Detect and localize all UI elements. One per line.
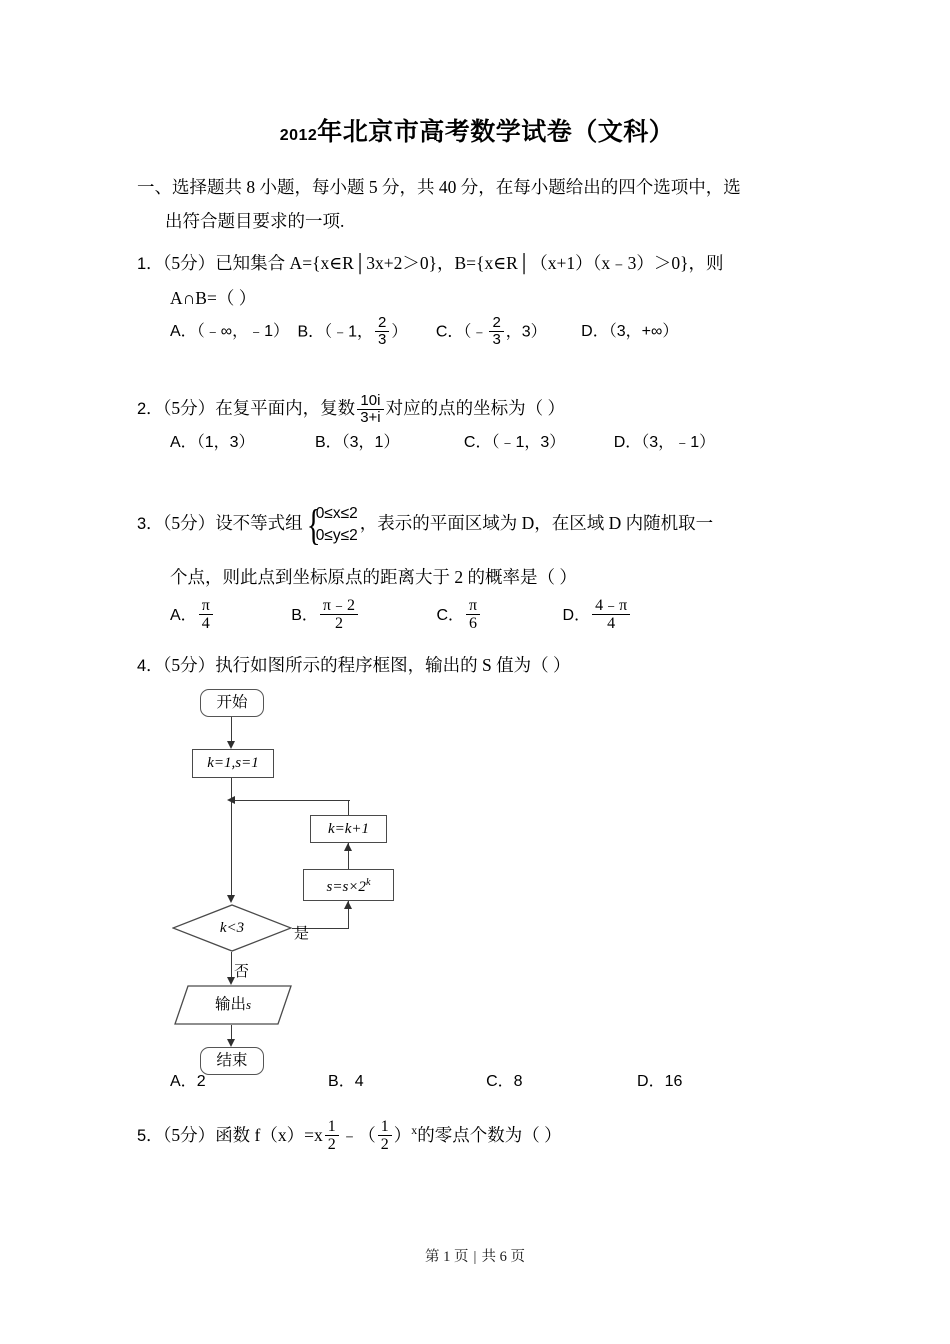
option-3-D-label: D．: [562, 606, 591, 624]
flowchart-yes-label: 是: [294, 925, 310, 942]
question-2-score: （5分）: [162, 398, 216, 419]
option-4-B[interactable]: [328, 1065, 364, 1099]
option-3-B-fraction: $\frac{\pi﹣2}{2}$: [320, 597, 358, 633]
option-3-C-label: C．: [436, 606, 465, 624]
section-instructions: [137, 170, 817, 238]
page-content: [137, 112, 817, 1153]
option-3-C-fraction: $\frac{\pi}{6}$: [466, 597, 480, 633]
question-4-stem-text: 执行如图所示的程序框图，输出的 S 值为（ ）: [215, 654, 571, 675]
question-1: [137, 246, 817, 349]
option-4-C-label: C．: [486, 1072, 514, 1090]
question-4-score: （5分）: [162, 654, 216, 675]
option-1-D-text: （3，+∞）: [608, 323, 679, 341]
flow-arrow-feedback: [227, 796, 235, 804]
question-5-stem: [137, 1113, 817, 1153]
page-footer: [0, 1245, 950, 1266]
option-2-B-text: （3，1）: [341, 434, 400, 452]
flowchart-increment-box: [310, 815, 387, 843]
question-3-stem-a: 设不等式组: [215, 512, 303, 533]
footer-total-pages: 共 6 页: [481, 1249, 525, 1265]
flowchart-compute-label: $s=s\times 2^k$: [326, 876, 371, 895]
flowchart-compute-box: [303, 869, 394, 901]
flowchart-no-label: 否: [234, 963, 250, 980]
system-row-2: 0≤y≤2: [315, 527, 358, 545]
flowchart-output-label: 输出 s: [174, 985, 292, 1025]
option-3-B-label: B．: [291, 606, 318, 624]
section-instructions-line1: 一、选择题共 8 小题，每小题 5 分，共 40 分，在每小题给出的四个选项中，选: [137, 177, 741, 197]
flow-line-feedback-horizontal: [232, 800, 350, 801]
question-5-stem-c: 的零点个数为（ ）: [417, 1124, 562, 1145]
flow-arrow-to-decision: [227, 895, 235, 903]
option-3-A-fraction: $\frac{\pi}{4}$: [199, 597, 213, 633]
option-2-D[interactable]: [614, 426, 715, 460]
question-1-stem: [137, 246, 817, 281]
brace-glyph: {: [306, 500, 321, 549]
option-3-D[interactable]: [563, 594, 633, 638]
option-1-D[interactable]: [581, 315, 678, 349]
question-4: [137, 648, 817, 1099]
question-5-score: （5分）: [162, 1124, 216, 1145]
option-4-A-text: 2: [196, 1072, 206, 1090]
section-instructions-line2: 出符合题目要求的一项.: [165, 211, 345, 231]
option-2-C-label: C．: [463, 434, 492, 452]
question-3-options: [137, 594, 817, 638]
flowchart-init-box: [192, 749, 274, 778]
option-2-B[interactable]: [315, 426, 400, 460]
option-1-A[interactable]: [170, 315, 289, 349]
option-4-D-label: D．: [637, 1072, 665, 1090]
flowchart-init-label: k=1,s=1: [207, 755, 259, 772]
title-text: 年北京市高考数学试卷（文科）: [317, 119, 675, 146]
question-1-stem-text: 已知集合 A={x∈R│3x+2＞0}，B={x∈R│（x+1）（x﹣3）＞0}，则: [215, 253, 724, 273]
question-2-stem-a: 在复平面内，复数: [215, 398, 356, 419]
option-2-D-text: （3，﹣1）: [641, 434, 716, 452]
option-1-C-fraction: $\frac{2}{3}$: [489, 315, 503, 348]
option-3-A-label: A．: [170, 606, 197, 624]
option-4-D[interactable]: [637, 1065, 682, 1099]
option-4-D-text: 16: [664, 1072, 683, 1090]
flow-arrow-to-output: [227, 977, 235, 985]
option-4-B-text: 4: [354, 1072, 364, 1090]
option-1-A-text: （﹣∞，﹣1）: [196, 323, 289, 341]
flowchart-compute-exponent: k: [365, 876, 371, 888]
option-2-C-text: （﹣1，3）: [491, 434, 566, 452]
question-5-stem-mid: ﹣（: [340, 1124, 376, 1145]
question-1-options: [137, 315, 817, 349]
question-1-stem-line2: A∩B=（ ）: [170, 288, 257, 308]
option-2-A-label: A．: [170, 434, 197, 452]
option-1-C-label: C．: [435, 323, 464, 341]
flowchart-output-variable: s: [245, 996, 252, 1012]
program-flowchart: [170, 689, 470, 1069]
question-2-stem-b: 对应的点的坐标为（ ）: [385, 398, 565, 419]
option-4-C-text: 8: [513, 1072, 523, 1090]
option-1-C-tail: ，3）: [505, 323, 547, 341]
flowchart-end-label: 结束: [216, 1051, 248, 1069]
question-5-stem-a: 函数 f（x）=x: [215, 1124, 323, 1145]
footer-current-page: 第 1 页: [425, 1249, 469, 1265]
question-1-number: 1．: [137, 255, 163, 273]
option-1-B-tail: ）: [391, 323, 408, 341]
question-2-fraction: $\frac{10i}{3+i}$: [357, 393, 383, 426]
system-row-1: 0≤x≤2: [315, 504, 358, 522]
option-4-A-label: A．: [170, 1072, 197, 1090]
question-1-score: （5分）: [162, 253, 216, 273]
flowchart-end-box: [200, 1047, 264, 1075]
question-2-options: [137, 426, 817, 460]
question-2-number: 2．: [137, 400, 163, 419]
option-1-D-label: D．: [581, 323, 609, 341]
flow-arrow-to-increment: [344, 843, 352, 851]
option-3-B[interactable]: [291, 594, 360, 638]
page-title: [137, 112, 817, 148]
flowchart-start-box: [200, 689, 264, 717]
question-3-stem: [137, 500, 817, 549]
flowchart-decision-diamond: [172, 904, 292, 952]
option-1-B-label: B．: [297, 323, 325, 341]
question-2: [137, 391, 817, 460]
footer-separator: |: [473, 1249, 477, 1265]
flowchart-start-label: 开始: [216, 693, 248, 711]
option-2-A-text: （1，3）: [196, 434, 255, 452]
option-2-D-label: D．: [613, 434, 642, 452]
option-3-D-fraction: $\frac{4﹣\pi}{4}$: [592, 597, 630, 633]
option-2-B-label: B．: [314, 434, 342, 452]
question-5-stem-b: ）: [393, 1124, 412, 1145]
flow-arrow-to-compute: [344, 901, 352, 909]
option-1-B-fraction: $\frac{2}{3}$: [375, 315, 389, 348]
question-5-number: 5．: [137, 1126, 163, 1145]
option-1-B[interactable]: [297, 315, 407, 349]
flowchart-decision-label: k<3: [219, 919, 245, 936]
question-3: [137, 500, 817, 638]
option-1-C-text: （﹣: [463, 323, 488, 341]
question-2-stem: [137, 391, 817, 426]
question-4-number: 4．: [137, 656, 163, 675]
option-4-B-label: B．: [328, 1072, 355, 1090]
question-4-stem: [137, 648, 817, 683]
option-3-A[interactable]: [170, 594, 215, 638]
flowchart-increment-label: k=k+1: [327, 820, 370, 837]
question-5-fraction-1: $\frac{1}{2}$: [325, 1118, 339, 1154]
option-2-A[interactable]: [170, 426, 255, 460]
question-3-stem-line2: 个点，则此点到坐标原点的距离大于 2 的概率是（ ）: [170, 566, 577, 587]
question-3-stem-b: ，表示的平面区域为 D，在区域 D 内随机取一: [359, 512, 714, 533]
question-5: [137, 1113, 817, 1153]
title-year: 2012: [279, 127, 318, 144]
option-3-C[interactable]: [436, 594, 482, 638]
question-5-fraction-2: $\frac{1}{2}$: [378, 1118, 392, 1154]
option-4-C[interactable]: [486, 1065, 522, 1099]
question-3-score: （5分）: [162, 512, 216, 533]
question-5-exponent: x: [411, 1123, 418, 1138]
option-2-C[interactable]: [464, 426, 565, 460]
option-1-B-text: （﹣1，: [324, 323, 374, 341]
question-3-inequality-system: [304, 500, 358, 549]
option-1-C[interactable]: [436, 315, 547, 349]
option-1-A-label: A．: [170, 323, 197, 341]
question-3-number: 3．: [137, 514, 163, 533]
flowchart-output-shape: [174, 985, 292, 1025]
